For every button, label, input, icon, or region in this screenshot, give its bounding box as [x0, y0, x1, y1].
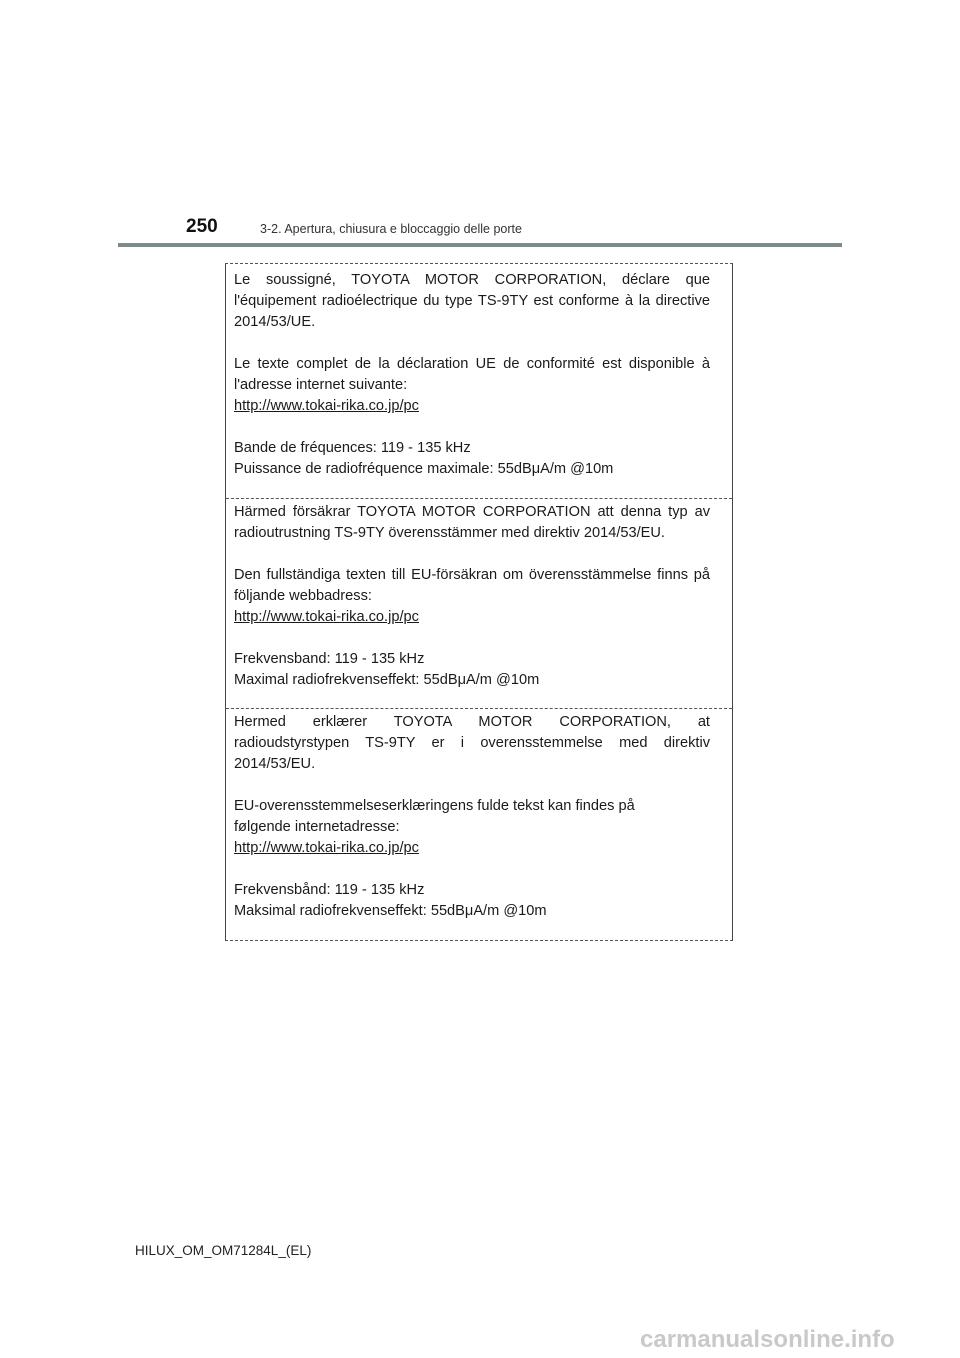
- frequency-band-fr: Bande de fréquences: 119 - 135 kHz: [234, 440, 471, 456]
- fulltext-intro-fr: Le texte complet de la déclaration UE de conformité est disponible à l'adresse internet suivante:: [234, 356, 710, 393]
- fulltext-intro-da-line1: EU-overensstemmelseserklæringens fulde tekst kan findes på: [234, 798, 635, 814]
- conformity-link-sv[interactable]: http://www.tokai-rika.co.jp/pc: [234, 609, 419, 625]
- fulltext-intro-sv: Den fullständiga texten till EU-försäkran om överensstämmelse finns på följande webbadress:: [234, 567, 710, 604]
- declaration-text-fr: Le soussigné, TOYOTA MOTOR CORPORATION, déclare que l'équipement radioélectrique du type TS-9TY est conforme à la directive 2014/53/UE.: [234, 272, 710, 330]
- fulltext-intro-da-line2: følgende internetadresse:: [234, 819, 400, 835]
- conformity-link-da[interactable]: http://www.tokai-rika.co.jp/pc: [234, 840, 419, 856]
- header-rule: [118, 243, 842, 247]
- section-title: 3-2. Apertura, chiusura e bloccaggio delle porte: [260, 222, 522, 236]
- declaration-box: [225, 263, 733, 941]
- declaration-block-fr: [226, 270, 732, 480]
- watermark: carmanualsonline.info: [640, 1326, 895, 1353]
- conformity-link-fr[interactable]: http://www.tokai-rika.co.jp/pc: [234, 398, 419, 414]
- declaration-text-da: Hermed erklærer TOYOTA MOTOR CORPORATION, at radioudstyrstypen TS-9TY er i overensstemmelse med direktiv 2014/53/EU.: [234, 714, 710, 772]
- block-separator: [226, 498, 732, 499]
- max-power-da: Maksimal radiofrekvenseffekt: 55dBμA/m @10m: [234, 903, 547, 919]
- declaration-text-sv: Härmed försäkrar TOYOTA MOTOR CORPORATION att denna typ av radioutrustning TS-9TY överensstämmer med direktiv 2014/53/EU.: [234, 504, 710, 541]
- declaration-block-sv: [226, 502, 732, 691]
- max-power-fr: Puissance de radiofréquence maximale: 55dBμA/m @10m: [234, 461, 614, 477]
- frequency-band-sv: Frekvensband: 119 - 135 kHz: [234, 651, 425, 667]
- max-power-sv: Maximal radiofrekvenseffekt: 55dBμA/m @10m: [234, 672, 540, 688]
- page-number: 250: [186, 216, 218, 237]
- frequency-band-da: Frekvensbånd: 119 - 135 kHz: [234, 882, 425, 898]
- block-separator: [226, 708, 732, 709]
- declaration-block-da: [226, 712, 732, 922]
- document-code: HILUX_OM_OM71284L_(EL): [135, 1243, 312, 1258]
